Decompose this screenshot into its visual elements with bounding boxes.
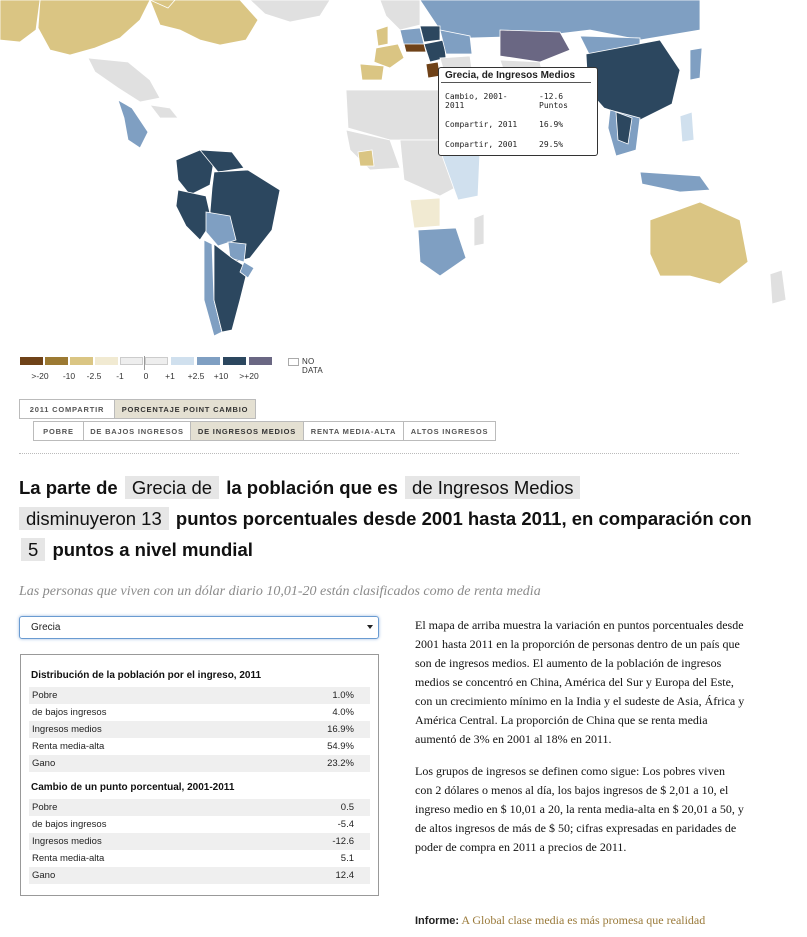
row-value: 54.9% — [327, 741, 354, 752]
row-label: Gano — [32, 758, 56, 769]
world-map[interactable] — [0, 0, 807, 350]
row-value: 1.0% — [332, 690, 354, 701]
map-tooltip — [438, 67, 598, 156]
paragraph: Los grupos de ingresos se definen como sigue: Los pobres viven con 2 dólares o menos al día, los bajos ingresos de $ 2,01 a 10, el ingreso medio en $ 10,01 a 20, la renta media-alta en $ 20,01 a 50, y de altos ingresos de más de $ 50; cifras expresadas en paridades de poder de compra en 2011 a precios de 2011. — [415, 764, 744, 854]
row-label: Gano — [32, 870, 56, 881]
legend-swatch — [45, 357, 68, 365]
headline-text: puntos porcentuales desde 2001 hasta 2011, en comparación con — [175, 508, 752, 529]
row-label: de bajos ingresos — [32, 819, 107, 830]
table-row — [29, 833, 370, 850]
share-2011-button[interactable]: 2011 COMPARTIR — [19, 399, 115, 419]
row-label: Ingresos medios — [32, 836, 102, 847]
tooltip-label: Compartir, 2001 — [445, 140, 518, 149]
headline — [19, 472, 779, 565]
subtitle: Las personas que viven con un dólar diario 10,01-20 están clasificados como de renta media — [19, 584, 541, 599]
row-label: Renta media-alta — [32, 741, 105, 752]
income-group-tabs — [33, 421, 495, 441]
legend-zero-tick — [144, 356, 145, 370]
legend-swatch — [120, 357, 143, 365]
tooltip-row-share-2011 — [439, 120, 597, 129]
table-row — [29, 738, 370, 755]
headline-text: La parte de — [19, 477, 118, 498]
row-label: Pobre — [32, 690, 58, 701]
legend-nodata-swatch — [288, 358, 299, 366]
legend-label: -2.5 — [86, 371, 102, 381]
legend-nodata-label: NO DATA — [302, 357, 323, 375]
headline-world: 5 — [21, 538, 45, 561]
row-label: Ingresos medios — [32, 724, 102, 735]
legend-label: >+20 — [239, 371, 259, 381]
tab-bajos-ingresos[interactable]: DE BAJOS INGRESOS — [83, 421, 191, 441]
distribution-title: Distribución de la población por el ingreso, 2011 — [31, 670, 262, 681]
country-uk[interactable] — [376, 26, 388, 46]
table-row — [29, 816, 370, 833]
country-select-value: Grecia — [31, 622, 61, 633]
table-row — [29, 721, 370, 738]
legend-label: +10 — [213, 371, 229, 381]
country-madagascar[interactable] — [474, 214, 484, 246]
country-poland[interactable] — [420, 26, 440, 42]
legend-label: +2.5 — [187, 371, 205, 381]
tooltip-row-share-2001 — [439, 140, 597, 149]
legend-swatch — [197, 357, 220, 365]
tooltip-label: Cambio, 2001-2011 — [445, 92, 508, 110]
headline-text: la población que es — [226, 477, 398, 498]
report-link-line — [415, 913, 705, 928]
country-germany[interactable] — [400, 28, 424, 46]
tab-ingresos-medios[interactable]: DE INGRESOS MEDIOS — [190, 421, 304, 441]
row-value: 5.1 — [340, 853, 354, 864]
legend-swatch — [223, 357, 246, 365]
tab-altos-ingresos[interactable]: ALTOS INGRESOS — [403, 421, 496, 441]
section-divider — [19, 453, 739, 454]
row-value: -12.6 — [332, 836, 354, 847]
article-body — [415, 616, 745, 870]
tooltip-value: -12.6 Puntos — [539, 92, 568, 110]
country-philippines[interactable] — [680, 112, 694, 142]
change-title: Cambio de un punto porcentual, 2001-2011 — [31, 782, 235, 793]
table-row — [29, 850, 370, 867]
legend-label: -10 — [62, 371, 76, 381]
legend-label: 0 — [143, 371, 149, 381]
table-row — [29, 704, 370, 721]
country-italy[interactable] — [404, 44, 426, 52]
legend-swatch — [145, 357, 168, 365]
report-label: Informe: — [415, 915, 459, 927]
stats-panel — [20, 654, 379, 896]
country-japan[interactable] — [690, 48, 702, 80]
table-row — [29, 755, 370, 772]
legend-swatch — [70, 357, 93, 365]
country-spain[interactable] — [360, 64, 384, 80]
table-row — [29, 687, 370, 704]
row-label: Renta media-alta — [32, 853, 105, 864]
tooltip-label: Compartir, 2011 — [445, 120, 518, 129]
paragraph: El mapa de arriba muestra la variación en puntos porcentuales desde 2001 hasta 2011 en la proporción de personas dentro de un país que son de ingresos medios. El aumento de la población de ingresos medios se concentró en China, América del Sur y Europa del Este, con un crecimiento mínimo en la India y el sudeste de Asia, África y América Central. La proporción de China que se renta media aumentó de 3% en 2001 al 18% en 2011. — [415, 618, 745, 746]
tooltip-value: 16.9% — [539, 120, 564, 129]
legend-label: -1 — [116, 371, 124, 381]
row-value: -5.4 — [337, 819, 354, 830]
row-value: 0.5 — [340, 802, 354, 813]
row-label: de bajos ingresos — [32, 707, 107, 718]
table-row — [29, 799, 370, 816]
row-value: 4.0% — [332, 707, 354, 718]
row-value: 12.4 — [335, 870, 354, 881]
tooltip-row-change — [439, 92, 597, 110]
country-nigeria[interactable] — [358, 150, 374, 166]
country-select[interactable] — [19, 616, 379, 639]
report-link[interactable]: A Global clase media es más promesa que realidad — [461, 913, 706, 927]
headline-text: puntos a nivel mundial — [52, 539, 253, 560]
view-toggle — [19, 399, 255, 419]
table-row — [29, 867, 370, 884]
country-angola[interactable] — [410, 198, 440, 228]
chevron-down-icon — [367, 625, 373, 629]
legend-swatch — [20, 357, 43, 365]
point-change-button[interactable]: PORCENTAJE POINT CAMBIO — [114, 399, 256, 419]
row-label: Pobre — [32, 802, 58, 813]
tab-pobre[interactable]: POBRE — [33, 421, 84, 441]
row-value: 23.2% — [327, 758, 354, 769]
headline-change: disminuyeron 13 — [19, 507, 169, 530]
tooltip-title: Grecia, de Ingresos Medios — [441, 68, 591, 83]
row-value: 16.9% — [327, 724, 354, 735]
headline-group: de Ingresos Medios — [405, 476, 580, 499]
legend-label: +1 — [165, 371, 175, 381]
legend-label: >-20 — [31, 371, 49, 381]
legend-swatch — [249, 357, 272, 365]
tooltip-value: 29.5% — [539, 140, 564, 149]
legend-swatch — [171, 357, 194, 365]
tab-renta-media-alta[interactable]: RENTA MEDIA-ALTA — [303, 421, 404, 441]
headline-country: Grecia de — [125, 476, 219, 499]
legend-swatch — [95, 357, 118, 365]
